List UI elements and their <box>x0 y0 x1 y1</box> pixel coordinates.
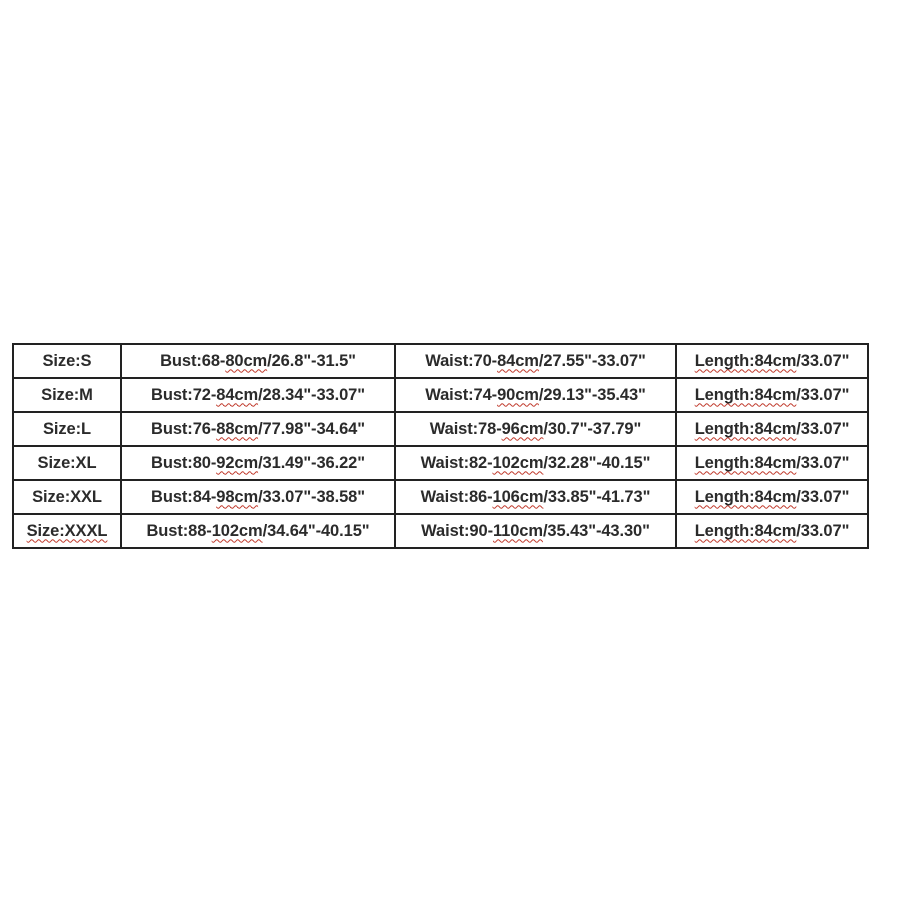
length-cell <box>676 514 868 548</box>
misspelled-text-segment: 102cm <box>211 521 263 540</box>
text-segment: /28.34"-33.07" <box>258 385 365 404</box>
text-segment: Waist:70- <box>425 351 498 370</box>
text-segment: /34.64"-40.15" <box>262 521 370 540</box>
text-segment: /31.49"-36.22" <box>258 453 365 472</box>
size-chart-body <box>13 344 868 548</box>
text-segment: Waist:74- <box>425 385 498 404</box>
text-segment: Bust:76- <box>151 419 217 438</box>
size-cell <box>13 412 121 446</box>
text-segment: /26.8"-31.5" <box>267 351 356 370</box>
size-cell <box>13 480 121 514</box>
size-chart-table <box>12 343 869 549</box>
misspelled-text-segment: 90cm <box>497 385 539 404</box>
text-segment: /35.43"-43.30" <box>542 521 650 540</box>
size-cell <box>13 378 121 412</box>
table-row-s <box>13 344 868 378</box>
misspelled-text-segment: 92cm <box>216 453 259 472</box>
text-segment: Waist:82- <box>420 453 493 472</box>
misspelled-text-segment: Length:84cm <box>694 521 797 540</box>
text-segment: Bust:72- <box>151 385 217 404</box>
text-segment: Waist:78- <box>429 419 502 438</box>
misspelled-text-segment: Length:84cm <box>694 385 797 404</box>
size-cell <box>13 344 121 378</box>
size-cell <box>13 514 121 548</box>
table-row-xxxl <box>13 514 868 548</box>
table-row-xl <box>13 446 868 480</box>
text-segment: /33.85"-41.73" <box>543 487 651 506</box>
waist-cell <box>395 378 676 412</box>
bust-cell <box>121 378 395 412</box>
text-segment: Bust:80- <box>151 453 217 472</box>
misspelled-text-segment: 110cm <box>492 521 543 540</box>
text-segment: /33.07" <box>796 385 850 404</box>
text-segment: /33.07" <box>796 453 850 472</box>
text-segment: /77.98"-34.64" <box>258 419 365 438</box>
misspelled-text-segment: 106cm <box>492 487 544 506</box>
waist-cell <box>395 412 676 446</box>
text-segment: /30.7"-37.79" <box>543 419 642 438</box>
table-row-l <box>13 412 868 446</box>
misspelled-text-segment: 84cm <box>497 351 539 370</box>
size-chart <box>12 343 867 549</box>
text-segment: /29.13"-35.43" <box>538 385 646 404</box>
misspelled-text-segment: 80cm <box>225 351 268 370</box>
waist-cell <box>395 446 676 480</box>
text-segment: Bust:68- <box>160 351 226 370</box>
misspelled-text-segment: Size:XXXL <box>26 521 108 540</box>
bust-cell <box>121 412 395 446</box>
length-cell <box>676 344 868 378</box>
text-segment: Size:XL <box>37 453 97 472</box>
text-segment: Size:S <box>42 351 92 370</box>
waist-cell <box>395 344 676 378</box>
size-cell <box>13 446 121 480</box>
table-row-m <box>13 378 868 412</box>
text-segment: Bust:84- <box>151 487 217 506</box>
text-segment: /33.07" <box>796 487 850 506</box>
length-cell <box>676 446 868 480</box>
length-cell <box>676 378 868 412</box>
text-segment: /32.28"-40.15" <box>543 453 651 472</box>
misspelled-text-segment: 84cm <box>216 385 259 404</box>
text-segment: Size:XXL <box>32 487 102 506</box>
text-segment: /33.07" <box>796 521 850 540</box>
text-segment: Bust:88- <box>146 521 212 540</box>
waist-cell <box>395 480 676 514</box>
length-cell <box>676 480 868 514</box>
bust-cell <box>121 514 395 548</box>
misspelled-text-segment: 96cm <box>501 419 544 438</box>
text-segment: /33.07"-38.58" <box>258 487 365 506</box>
waist-cell <box>395 514 676 548</box>
bust-cell <box>121 446 395 480</box>
misspelled-text-segment: Length:84cm <box>694 487 797 506</box>
text-segment: Waist:86- <box>420 487 493 506</box>
text-segment: Size:L <box>43 419 91 438</box>
misspelled-text-segment: 98cm <box>216 487 259 506</box>
misspelled-text-segment: Length:84cm <box>694 419 797 438</box>
text-segment: Waist:90- <box>421 521 493 540</box>
text-segment: Size:M <box>41 385 93 404</box>
table-row-xxl <box>13 480 868 514</box>
bust-cell <box>121 344 395 378</box>
text-segment: /33.07" <box>796 351 850 370</box>
misspelled-text-segment: Length:84cm <box>694 453 797 472</box>
misspelled-text-segment: 102cm <box>492 453 544 472</box>
length-cell <box>676 412 868 446</box>
bust-cell <box>121 480 395 514</box>
text-segment: /27.55"-33.07" <box>538 351 646 370</box>
misspelled-text-segment: 88cm <box>216 419 259 438</box>
misspelled-text-segment: Length:84cm <box>694 351 797 370</box>
text-segment: /33.07" <box>796 419 850 438</box>
